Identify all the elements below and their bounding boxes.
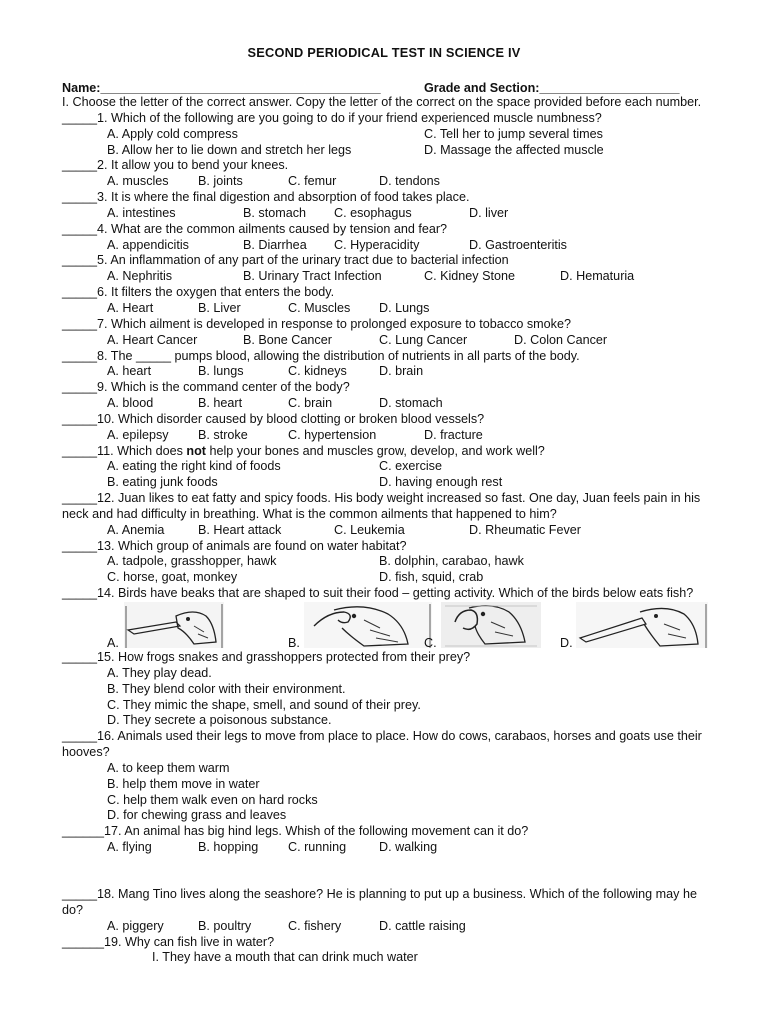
option-b: B. lungs	[198, 364, 244, 379]
bird-options	[62, 602, 712, 650]
option-a: A. tadpole, grasshopper, hawk	[107, 554, 277, 569]
spacer	[62, 856, 712, 887]
question-11-emphasis: not	[186, 443, 206, 458]
option-a: A. blood	[107, 396, 154, 411]
option-d: D. cattle raising	[379, 918, 466, 933]
option-b: B. heart	[198, 396, 243, 411]
option-d: D. walking	[379, 840, 438, 855]
option-c: C. Lung Cancer	[379, 332, 468, 347]
option-d: D. Hematuria	[560, 269, 635, 284]
option-d: D. tendons	[379, 174, 440, 189]
option-b: B. Heart attack	[198, 522, 282, 537]
option-c: C. brain	[288, 396, 333, 411]
statement-i: I. They have a mouth that can drink much water	[152, 950, 418, 965]
option-a: A. Apply cold compress	[107, 126, 238, 141]
option-a: A. epilepsy	[107, 427, 169, 442]
question-14: _____14. Birds have beaks that are shaped to suit their food – getting activity. Which of the birds below eats fish?	[62, 586, 694, 601]
question-11-text-end: help your bones and muscles grow, develop, and work well?	[205, 443, 545, 458]
question-15: _____15. How frogs snakes and grasshoppers protected from their prey?	[62, 650, 471, 664]
option-c: C. kidneys	[288, 364, 347, 379]
option-d: D. Rheumatic Fever	[469, 522, 581, 537]
option-b: B. Bone Cancer	[243, 332, 332, 347]
option-b: B.	[288, 636, 300, 650]
option-d: D.	[560, 636, 573, 650]
options-row	[62, 269, 712, 285]
options-row	[62, 364, 712, 380]
option-a: A. to keep them warm	[107, 760, 230, 775]
question-16: _____16. Animals used their legs to move from place to place. How do cows, carabaos, horses and goats use their hooves?	[62, 729, 702, 760]
option-b: B. help them move in water	[107, 776, 260, 791]
question-11	[62, 444, 712, 460]
option-b: B. Diarrhea	[243, 237, 307, 252]
bird-parrot-beak-icon	[441, 602, 541, 648]
question-12: _____12. Juan likes to eat fatty and spicy foods. His body weight increased so fast. One day, Juan feels pain in his neck and had difficulty in breathing. What is the common ailments that happened to him?	[62, 491, 701, 521]
option-a: A. Heart Cancer	[107, 332, 198, 347]
option-a: A. flying	[107, 840, 152, 855]
options-row	[62, 206, 712, 222]
options-row	[62, 523, 712, 539]
option-b: B. Allow her to lie down and stretch her legs	[107, 142, 352, 157]
options-row	[62, 570, 712, 586]
option-b: B. Urinary Tract Infection	[243, 269, 382, 284]
options-row	[62, 554, 712, 570]
option-d: D. They secrete a poisonous substance.	[107, 713, 332, 728]
option-d: D. brain	[379, 364, 424, 379]
option-b: B. stomach	[243, 205, 306, 220]
option-d: D. Colon Cancer	[514, 332, 608, 347]
options-row	[62, 475, 712, 491]
option-c: C. running	[288, 840, 347, 855]
option-a: A. Nephritis	[107, 269, 173, 284]
question-17: ______17. An animal has big hind legs. Whish of the following movement can it do?	[62, 824, 529, 839]
option-a: A. appendicitis	[107, 237, 189, 252]
option-d: D. having enough rest	[379, 475, 503, 490]
options-row	[62, 919, 712, 935]
option-d: D. Lungs	[379, 300, 430, 315]
options-row	[62, 143, 712, 159]
option-d: D. fracture	[424, 427, 483, 442]
options-row	[62, 238, 712, 254]
option-c: C. fishery	[288, 918, 342, 933]
option-a: A. Anemia	[107, 522, 165, 537]
option-a: A.	[107, 636, 119, 650]
question-9: _____9. Which is the command center of the body?	[62, 380, 350, 395]
option-a: A. muscles	[107, 174, 169, 189]
option-a: A. They play dead.	[107, 665, 212, 680]
question-11-text-start: _____11. Which does	[62, 443, 187, 458]
bird-hooked-beak-icon	[304, 602, 432, 648]
question-19: ______19. Why can fish live in water?	[62, 934, 275, 949]
option-c: C. They mimic the shape, smell, and sound of their prey.	[107, 697, 421, 712]
page-title: SECOND PERIODICAL TEST IN SCIENCE IV	[247, 45, 521, 60]
option-b: B. poultry	[198, 918, 252, 933]
question-8: _____8. The _____ pumps blood, allowing the distribution of nutrients in all parts of the body.	[62, 348, 580, 363]
options-row	[62, 428, 712, 444]
option-c: C. hypertension	[288, 427, 377, 442]
grade-section-field: Grade and Section:____________________	[424, 81, 680, 95]
question-4: _____4. What are the common ailments caused by tension and fear?	[62, 221, 448, 236]
question-2: _____2. It allow you to bend your knees.	[62, 158, 289, 173]
option-d: D. stomach	[379, 396, 443, 411]
option-b: B. stroke	[198, 427, 248, 442]
options-row	[62, 127, 712, 143]
bird-c-image	[441, 602, 541, 648]
option-a: A. piggery	[107, 918, 164, 933]
option-a: A. heart	[107, 364, 152, 379]
bird-b-image	[304, 602, 432, 648]
option-c: C. femur	[288, 174, 337, 189]
option-d: D. fish, squid, crab	[379, 570, 484, 585]
question-1: _____1. Which of the following are you going to do if your friend experienced muscle numbness?	[62, 110, 602, 125]
option-a: A. intestines	[107, 205, 176, 220]
bird-pointed-beak-icon	[576, 602, 708, 648]
options-row	[62, 301, 712, 317]
name-field: Name:________________________________________	[62, 81, 381, 95]
question-13: _____13. Which group of animals are found on water habitat?	[62, 538, 407, 553]
options-row	[62, 840, 712, 856]
question-10: _____10. Which disorder caused by blood clotting or broken blood vessels?	[62, 411, 485, 426]
option-c: C. Leukemia	[334, 522, 405, 537]
option-b: B. hopping	[198, 840, 259, 855]
option-c: C. Kidney Stone	[424, 269, 516, 284]
questions	[62, 95, 712, 966]
options-row	[62, 396, 712, 412]
options-row	[62, 333, 712, 349]
question-3: _____3. It is where the final digestion and absorption of food takes place.	[62, 190, 470, 205]
option-c: C. Hyperacidity	[334, 237, 420, 252]
option-b: B. They blend color with their environment.	[107, 681, 346, 696]
option-c: C. exercise	[379, 459, 442, 474]
option-d: D. for chewing grass and leaves	[107, 808, 287, 823]
options-row	[62, 459, 712, 475]
option-b: B. eating junk foods	[107, 475, 218, 490]
option-a: A. eating the right kind of foods	[107, 459, 281, 474]
option-b: B. joints	[198, 174, 243, 189]
option-c: C. Tell her to jump several times	[424, 126, 603, 141]
option-c: C. horse, goat, monkey	[107, 570, 238, 585]
bird-long-beak-icon	[124, 602, 224, 648]
option-c: C.	[424, 636, 437, 650]
option-a: A. Heart	[107, 300, 154, 315]
bird-a-image	[124, 602, 224, 648]
question-6: _____6. It filters the oxygen that enters the body.	[62, 285, 335, 300]
question-5: _____5. An inflammation of any part of the urinary tract due to bacterial infection	[62, 253, 509, 268]
options-row	[62, 174, 712, 190]
option-d: D. Gastroenteritis	[469, 237, 567, 252]
option-c: C. help them walk even on hard rocks	[107, 792, 318, 807]
question-18: _____18. Mang Tino lives along the seashore? He is planning to put up a business. Which of the following may he do?	[62, 886, 697, 917]
bird-d-image	[576, 602, 708, 648]
option-c: C. Muscles	[288, 300, 351, 315]
option-b: B. dolphin, carabao, hawk	[379, 554, 524, 569]
instructions: I. Choose the letter of the correct answer. Copy the letter of the correct on the space provided before each number.	[62, 95, 702, 109]
option-c: C. esophagus	[334, 205, 412, 220]
question-7: _____7. Which ailment is developed in response to prolonged exposure to tobacco smoke?	[62, 316, 571, 331]
option-d: D. Massage the affected muscle	[424, 142, 604, 157]
option-d: D. liver	[469, 205, 509, 220]
option-b: B. Liver	[198, 300, 241, 315]
